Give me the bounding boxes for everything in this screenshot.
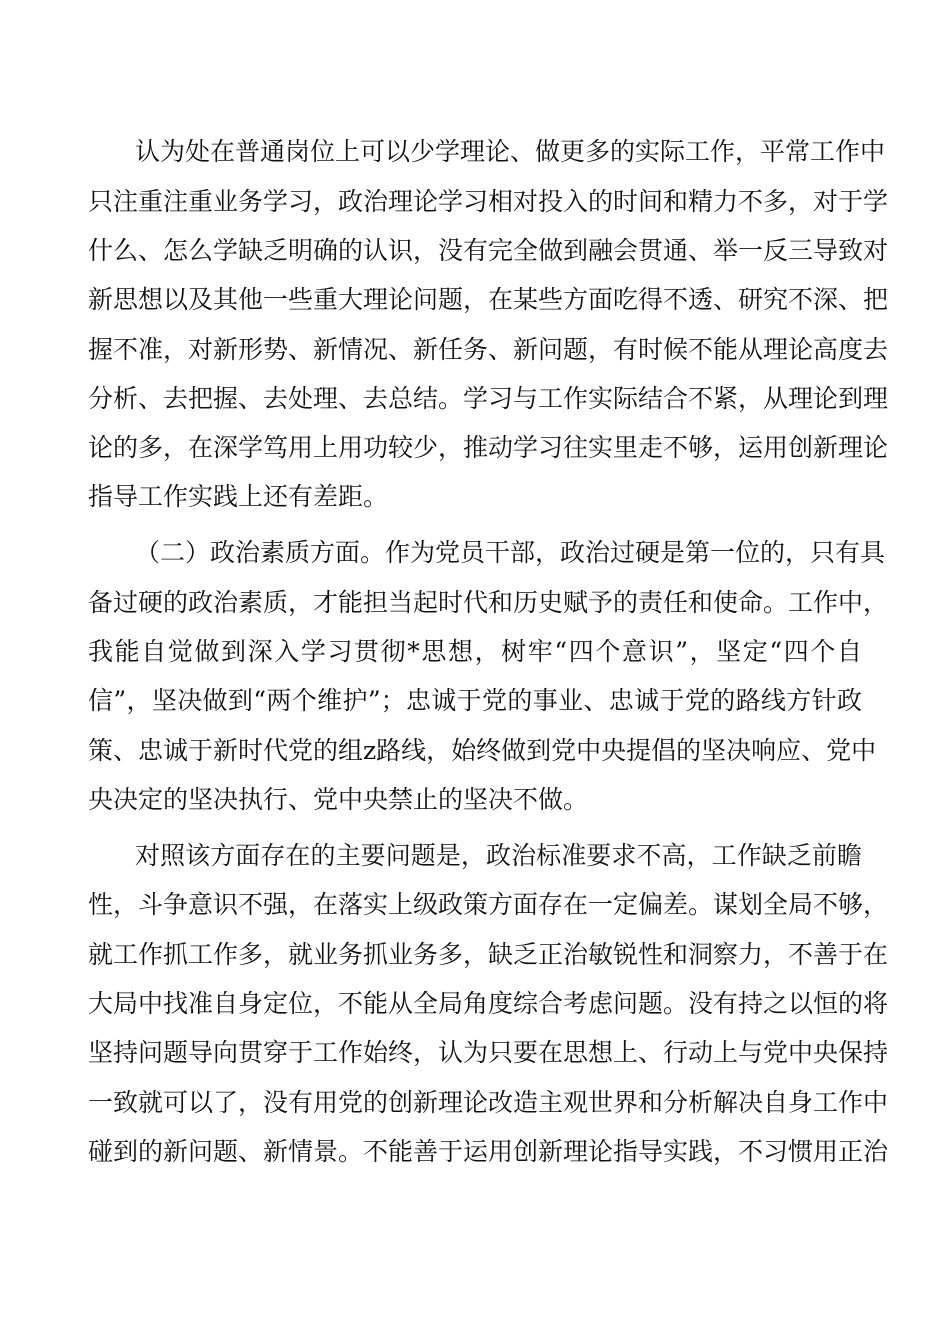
- paragraph-1-line-3: 什么、怎么学缺乏明确的认识，没有完全做到融会贯通、举一反三导致对: [88, 236, 889, 265]
- paragraph-2-line-6: 央决定的坚决执行、党中央禁止的坚决不做。: [88, 785, 589, 814]
- paragraph-1-line-4: 新思想以及其他一些重大理论问题，在某些方面吃得不透、研究不深、把: [88, 285, 889, 314]
- paragraph-2-line-3: 我能自觉做到深入学习贯彻*思想，树牢“四个意识”，坚定“四个自: [88, 637, 862, 666]
- paragraph-3-line-6: 一致就可以了，没有用党的创新理论改造主观世界和分析解决自身工作中: [88, 1088, 889, 1117]
- paragraph-2-line-2: 备过硬的政治素质，才能担当起时代和历史赋予的责任和使命。工作中，: [88, 588, 889, 617]
- paragraph-1-line-8: 指导工作实践上还有差距。: [88, 482, 389, 511]
- paragraph-1-line-1: 认为处在普通岗位上可以少学理论、做更多的实际工作，平常工作中: [135, 137, 886, 166]
- paragraph-2-line-1: （二）政治素质方面。作为党员干部，政治过硬是第一位的，只有具: [135, 538, 886, 567]
- paragraph-2-line-4: 信”，坚决做到“两个维护”；忠诚于党的事业、忠诚于党的路线方针政: [88, 686, 862, 715]
- paragraph-1-line-6: 分析、去把握、去处理、去总结。学习与工作实际结合不紧，从理论到理: [88, 384, 889, 413]
- paragraph-3-line-4: 大局中找准自身定位，不能从全局角度综合考虑问题。没有持之以恒的将: [88, 989, 889, 1018]
- paragraph-3-line-5: 坚持问题导向贯穿于工作始终，认为只要在思想上、行动上与党中央保持: [88, 1038, 889, 1067]
- paragraph-3-line-1: 对照该方面存在的主要问题是，政治标准要求不高，工作缺乏前瞻: [135, 841, 862, 870]
- paragraph-2-line-5: 策、忠诚于新时代党的组z路线，始终做到党中央提倡的坚决响应、党中: [88, 736, 877, 765]
- paragraph-1-line-5: 握不准，对新形势、新情况、新任务、新问题，有时候不能从理论高度去: [88, 335, 889, 364]
- paragraph-3-line-7: 碰到的新问题、新情景。不能善于运用创新理论指导实践，不习惯用正治: [88, 1137, 889, 1166]
- paragraph-3-line-2: 性，斗争意识不强，在落实上级政策方面存在一定偏差。谋划全局不够，: [88, 890, 889, 919]
- paragraph-1-line-2: 只注重注重业务学习，政治理论学习相对投入的时间和精力不多，对于学: [88, 187, 889, 216]
- paragraph-3-line-3: 就工作抓工作多，就业务抓业务多，缺乏正治敏锐性和洞察力，不善于在: [88, 940, 889, 969]
- paragraph-1-line-7: 论的多，在深学笃用上用功较少，推动学习往实里走不够，运用创新理论: [88, 433, 889, 462]
